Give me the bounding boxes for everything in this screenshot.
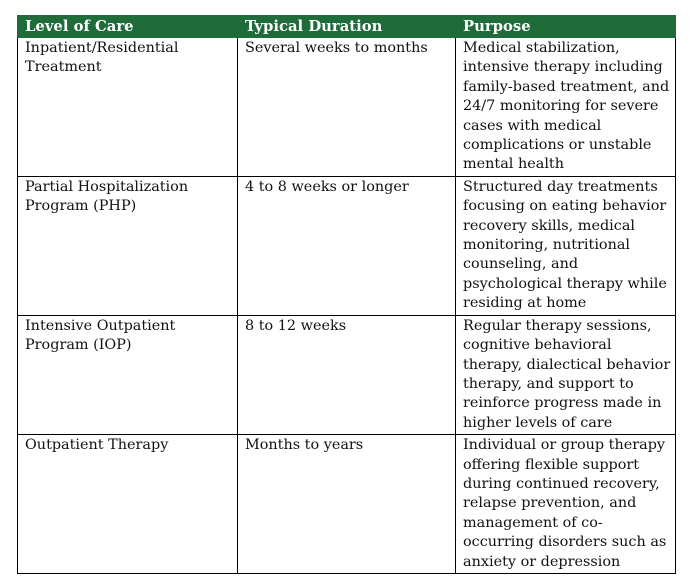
header-row	[18, 16, 676, 38]
header-level-of-care: Level of Care	[18, 16, 238, 38]
purpose-cell: Medical stabilization, intensive therapy including family-based treatment, and 24/7 monitoring for severe cases with medical complications or unstable mental health	[456, 38, 676, 177]
purpose-cell: Individual or group therapy offering flexible support during continued recovery, relapse prevention, and management of co-occurring disorders such as anxiety or depression	[456, 435, 676, 574]
duration-cell: Several weeks to months	[238, 38, 456, 177]
level-cell: Inpatient/Residential Treatment	[18, 38, 238, 177]
table-row	[18, 176, 676, 315]
level-cell: Outpatient Therapy	[18, 435, 238, 574]
table-row	[18, 38, 676, 177]
duration-cell: 4 to 8 weeks or longer	[238, 176, 456, 315]
header-typical-duration: Typical Duration	[238, 16, 456, 38]
level-cell: Partial Hospitalization Program (PHP)	[18, 176, 238, 315]
header-purpose: Purpose	[456, 16, 676, 38]
table-body	[18, 38, 676, 574]
duration-cell: 8 to 12 weeks	[238, 315, 456, 434]
levels-of-care-table	[17, 15, 676, 574]
duration-cell: Months to years	[238, 435, 456, 574]
table-row	[18, 315, 676, 434]
table-header	[18, 16, 676, 38]
table-row	[18, 435, 676, 574]
purpose-cell: Regular therapy sessions, cognitive behavioral therapy, dialectical behavior therapy, and support to reinforce progress made in higher levels of care	[456, 315, 676, 434]
purpose-cell: Structured day treatments focusing on eating behavior recovery skills, medical monitoring, nutritional counseling, and psychological therapy while residing at home	[456, 176, 676, 315]
level-cell: Intensive Outpatient Program (IOP)	[18, 315, 238, 434]
